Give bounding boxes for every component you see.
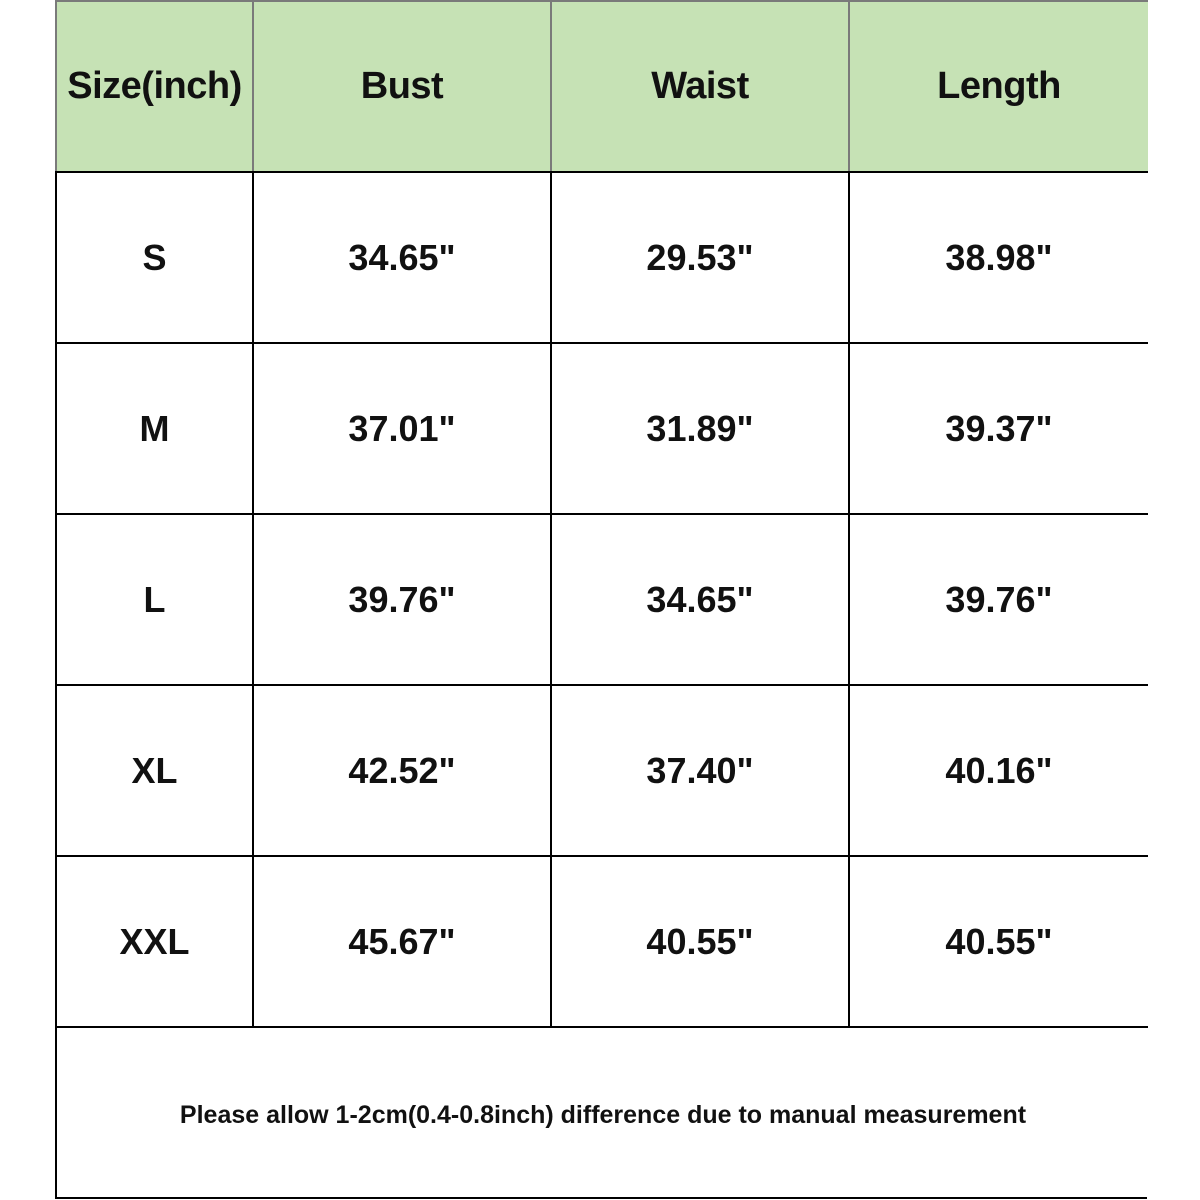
bust-cell: 39.76" — [253, 514, 551, 685]
waist-cell: 34.65" — [551, 514, 849, 685]
header-size: Size(inch) — [56, 1, 253, 172]
size-cell: M — [56, 343, 253, 514]
size-cell: L — [56, 514, 253, 685]
length-cell: 40.16" — [849, 685, 1148, 856]
header-waist: Waist — [551, 1, 849, 172]
length-cell: 39.76" — [849, 514, 1148, 685]
table-row — [56, 172, 1148, 343]
waist-cell: 31.89" — [551, 343, 849, 514]
waist-cell: 29.53" — [551, 172, 849, 343]
size-chart — [55, 0, 1147, 1199]
header-row — [56, 1, 1148, 172]
length-cell: 38.98" — [849, 172, 1148, 343]
table-row — [56, 685, 1148, 856]
size-cell: XL — [56, 685, 253, 856]
header-bust: Bust — [253, 1, 551, 172]
bust-cell: 37.01" — [253, 343, 551, 514]
waist-cell: 40.55" — [551, 856, 849, 1027]
bust-cell: 34.65" — [253, 172, 551, 343]
header-length: Length — [849, 1, 1148, 172]
table-row — [56, 343, 1148, 514]
length-cell: 39.37" — [849, 343, 1148, 514]
size-cell: S — [56, 172, 253, 343]
table-row — [56, 856, 1148, 1027]
size-chart-table — [55, 0, 1148, 1028]
table-row — [56, 514, 1148, 685]
size-cell: XXL — [56, 856, 253, 1027]
bust-cell: 42.52" — [253, 685, 551, 856]
bust-cell: 45.67" — [253, 856, 551, 1027]
waist-cell: 37.40" — [551, 685, 849, 856]
length-cell: 40.55" — [849, 856, 1148, 1027]
measurement-note: Please allow 1-2cm(0.4-0.8inch) difference due to manual measurement — [179, 1100, 1027, 1129]
